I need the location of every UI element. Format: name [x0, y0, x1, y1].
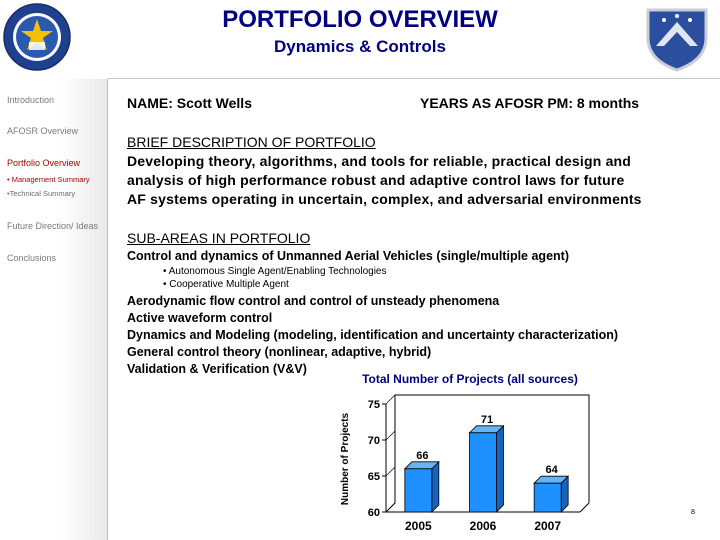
- sidebar-item-future-direction[interactable]: Future Direction/ Ideas: [7, 221, 99, 231]
- chart-bar: [534, 483, 561, 512]
- chart-title: Total Number of Projects (all sources): [362, 372, 578, 386]
- sidebar-item-conclusions[interactable]: Conclusions: [7, 253, 57, 263]
- chart-x-tick-label: 2005: [404, 519, 432, 533]
- subarea-bullet: • Cooperative Multiple Agent: [163, 279, 289, 290]
- chart-bar-side: [432, 462, 439, 512]
- subarea-item: General control theory (nonlinear, adaptive, hybrid): [127, 345, 432, 359]
- slide-title: PORTFOLIO OVERVIEW: [222, 6, 498, 33]
- chart-x-tick-label: 2007: [534, 519, 562, 533]
- subarea-item: Aerodynamic flow control and control of unsteady phenomena: [127, 294, 500, 308]
- subareas-heading: SUB-AREAS IN PORTFOLIO: [127, 230, 311, 246]
- chart-bar-side: [497, 426, 504, 512]
- chart-y-tick-depth: [386, 503, 395, 512]
- chart-data-label: 66: [416, 449, 429, 462]
- pm-years: YEARS AS AFOSR PM: 8 months: [420, 95, 640, 111]
- subarea-bullet: • Autonomous Single Agent/Enabling Technologies: [163, 266, 387, 277]
- chart-y-tick-label: 65: [367, 471, 380, 483]
- subarea-item: Dynamics and Modeling (modeling, identification and uncertainty characterization): [127, 328, 619, 342]
- subarea-item: Validation & Verification (V&V): [127, 362, 307, 376]
- chart-data-label: 64: [545, 464, 558, 477]
- brief-description-heading: BRIEF DESCRIPTION OF PORTFOLIO: [127, 134, 376, 150]
- pm-name: NAME: Scott Wells: [127, 95, 252, 111]
- subarea-item: Control and dynamics of Unmanned Aerial Vehicles (single/multiple agent): [127, 249, 569, 263]
- chart-y-tick-depth: [386, 431, 395, 440]
- page-number: 8: [691, 509, 695, 516]
- sidebar-item-technical-summary[interactable]: •Technical Summary: [7, 189, 76, 198]
- description-line: AF systems operating in uncertain, complex, and adversarial environments: [127, 191, 642, 207]
- chart-y-axis-label: Number of Projects: [340, 412, 351, 506]
- chart-floor-edge: [580, 503, 589, 512]
- header-divider: [108, 78, 720, 79]
- chart-y-tick-label: 60: [367, 507, 380, 519]
- chart-data-label: 71: [480, 413, 494, 426]
- chart-y-tick-depth: [386, 395, 395, 404]
- sidebar-nav: [0, 79, 108, 540]
- description-line: Developing theory, algorithms, and tools for reliable, practical design and: [127, 153, 632, 169]
- chart-bar: [405, 469, 432, 512]
- chart-bar: [470, 433, 497, 512]
- chart-y-tick-label: 75: [367, 399, 380, 411]
- slide-subtitle: Dynamics & Controls: [274, 37, 446, 56]
- chart-y-tick-label: 70: [367, 435, 380, 447]
- chart-y-tick-depth: [386, 467, 395, 476]
- chart-plot-area: [368, 395, 589, 533]
- chart-x-tick-label: 2006: [469, 519, 497, 533]
- sidebar-item-management-summary[interactable]: • Management Summary: [7, 175, 90, 184]
- subarea-item: Active waveform control: [127, 311, 273, 325]
- sidebar-item-afosr-overview[interactable]: AFOSR Overview: [7, 126, 79, 136]
- sidebar-item-portfolio-overview[interactable]: Portfolio Overview: [7, 158, 81, 168]
- sidebar-item-introduction[interactable]: Introduction: [7, 95, 55, 105]
- description-line: analysis of high performance robust and adaptive control laws for future: [127, 172, 625, 188]
- projects-bar-chart: [334, 366, 624, 540]
